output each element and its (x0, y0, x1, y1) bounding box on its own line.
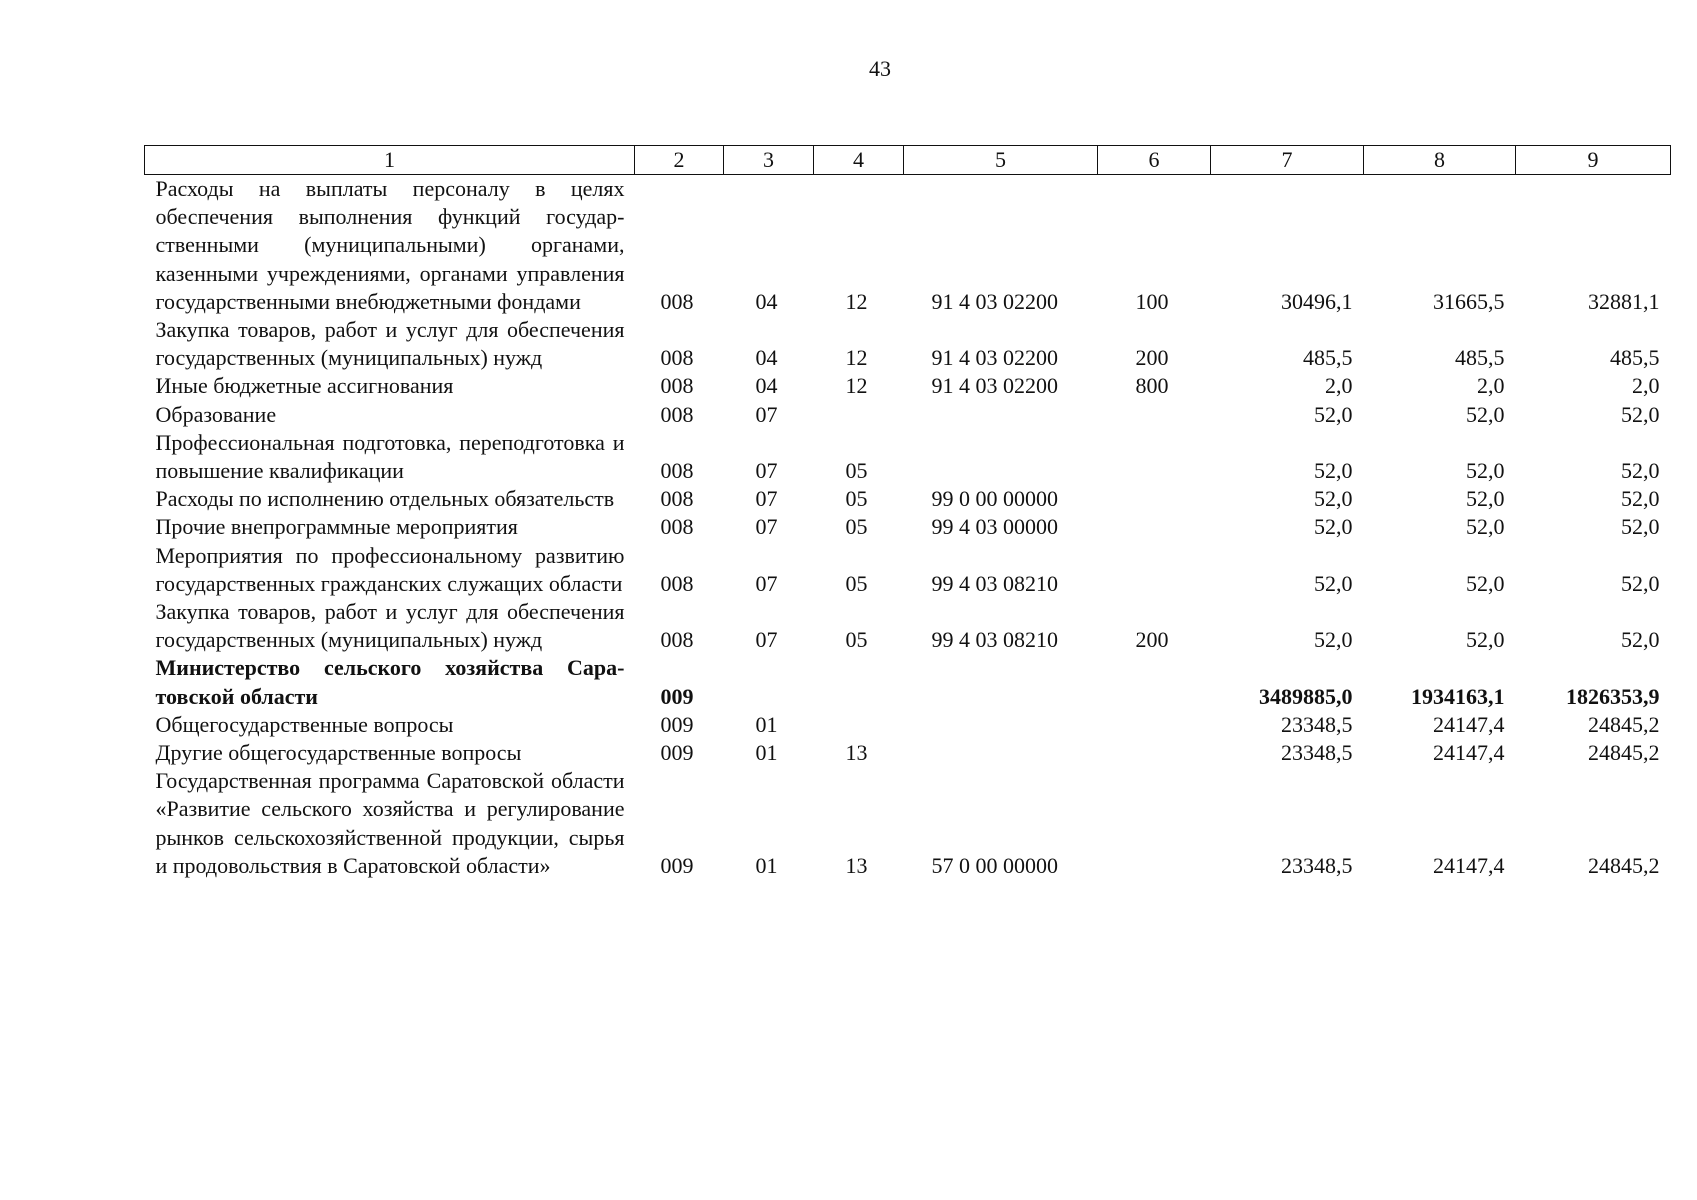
row-amount-3-cell: 52,0 (1621, 514, 1660, 540)
row-code-cell: 009 (660, 852, 694, 878)
row-target-cell (904, 711, 1098, 739)
col-header-7: 7 (1211, 146, 1364, 175)
row-amount-3-cell: 485,5 (1610, 345, 1660, 371)
table-row (145, 542, 1671, 598)
row-target-cell: 99 0 00 00000 (931, 486, 1058, 512)
table-row (145, 739, 1671, 767)
row-amount-1-cell: 23348,5 (1281, 852, 1353, 878)
row-code-cell: 009 (660, 711, 694, 737)
row-target-cell (904, 429, 1098, 485)
row-expense-type-cell (1098, 739, 1211, 767)
row-expense-type-cell: 200 (1135, 627, 1169, 653)
row-amount-1-cell: 485,5 (1303, 345, 1353, 371)
row-amount-1-cell: 52,0 (1314, 486, 1353, 512)
row-section-cell: 07 (755, 401, 778, 427)
row-amount-1-cell: 2,0 (1325, 373, 1353, 399)
table-row (145, 175, 1671, 317)
row-amount-2-cell: 52,0 (1466, 570, 1505, 596)
row-amount-2-cell: 1934163,1 (1411, 683, 1505, 709)
row-name-cell: Закупка товаров, работ и услуг для обеспечения государственных (муниципальных) нужд (155, 599, 625, 653)
row-subsection-cell: 05 (845, 486, 868, 512)
row-section-cell: 04 (755, 288, 778, 314)
row-expense-type-cell: 200 (1135, 345, 1169, 371)
row-subsection-cell: 13 (845, 852, 868, 878)
col-header-5: 5 (904, 146, 1098, 175)
row-expense-type-cell (1098, 767, 1211, 880)
row-expense-type-cell: 100 (1135, 288, 1169, 314)
row-expense-type-cell (1098, 654, 1211, 710)
row-amount-3-cell: 24845,2 (1588, 740, 1660, 766)
row-target-cell: 57 0 00 00000 (931, 852, 1058, 878)
row-subsection-cell (814, 711, 904, 739)
table-row (145, 372, 1671, 400)
row-code-cell: 008 (660, 373, 694, 399)
row-code-cell: 008 (660, 514, 694, 540)
row-amount-1-cell: 52,0 (1314, 514, 1353, 540)
row-amount-3-cell: 24845,2 (1588, 852, 1660, 878)
row-code-cell: 008 (660, 345, 694, 371)
row-amount-3-cell: 52,0 (1621, 486, 1660, 512)
row-expense-type-cell (1098, 485, 1211, 513)
table-row (145, 485, 1671, 513)
row-target-cell: 99 4 03 08210 (931, 570, 1058, 596)
table-header-row (145, 146, 1671, 175)
row-code-cell: 008 (660, 570, 694, 596)
row-amount-2-cell: 52,0 (1466, 514, 1505, 540)
row-amount-2-cell: 24147,4 (1433, 852, 1505, 878)
row-target-cell: 91 4 03 02200 (931, 345, 1058, 371)
row-amount-3-cell: 2,0 (1632, 373, 1660, 399)
table-row (145, 316, 1671, 372)
row-code-cell: 008 (660, 486, 694, 512)
row-amount-1-cell: 52,0 (1314, 458, 1353, 484)
row-name-cell: Профессиональная подготовка, переподготовка и повышение квалификации (155, 429, 625, 484)
budget-table (144, 145, 1671, 880)
row-section-cell: 04 (755, 345, 778, 371)
row-name-cell: Другие общегосударственные вопросы (155, 740, 522, 766)
col-header-4: 4 (814, 146, 904, 175)
row-target-cell: 91 4 03 02200 (931, 288, 1058, 314)
row-target-cell: 99 4 03 08210 (931, 627, 1058, 653)
row-amount-2-cell: 52,0 (1466, 486, 1505, 512)
row-subsection-cell: 05 (845, 570, 868, 596)
row-expense-type-cell (1098, 542, 1211, 598)
row-code-cell: 008 (660, 458, 694, 484)
row-subsection-cell: 13 (845, 740, 868, 766)
row-amount-2-cell: 24147,4 (1433, 711, 1505, 737)
row-expense-type-cell (1098, 513, 1211, 541)
row-amount-3-cell: 52,0 (1621, 627, 1660, 653)
row-name-cell: Расходы на выплаты персоналу в целях обеспечения выполнения функций государственными (муниципальными) органами, казенными учреждениями, органами управления государственными внебюджетными фондами (155, 176, 625, 314)
row-section-cell: 07 (755, 570, 778, 596)
col-header-1: 1 (145, 146, 635, 175)
row-expense-type-cell (1098, 429, 1211, 485)
row-amount-2-cell: 52,0 (1466, 401, 1505, 427)
table-row (145, 598, 1671, 654)
table-row (145, 711, 1671, 739)
row-subsection-cell: 05 (845, 627, 868, 653)
row-name-cell: Государственная программа Саратовской области «Развитие сельского хозяйства и регулирование рынков сельскохозяйственной продукции, сырья и продовольствия в Саратовской области» (155, 768, 625, 878)
row-name-cell: Расходы по исполнению отдельных обязательств (155, 486, 615, 512)
row-section-cell: 07 (755, 458, 778, 484)
row-amount-1-cell: 52,0 (1314, 401, 1353, 427)
row-amount-3-cell: 52,0 (1621, 458, 1660, 484)
row-amount-2-cell: 24147,4 (1433, 740, 1505, 766)
row-subsection-cell: 12 (845, 373, 868, 399)
page-number: 43 (869, 56, 891, 81)
col-header-2: 2 (635, 146, 724, 175)
row-amount-3-cell: 32881,1 (1588, 288, 1660, 314)
table-row (145, 401, 1671, 429)
row-section-cell: 07 (755, 627, 778, 653)
row-amount-2-cell: 31665,5 (1433, 288, 1505, 314)
row-subsection-cell: 12 (845, 345, 868, 371)
row-name-cell: Прочие внепрограммные мероприятия (155, 514, 518, 540)
row-section-cell: 01 (755, 711, 778, 737)
row-amount-2-cell: 485,5 (1455, 345, 1505, 371)
col-header-9: 9 (1516, 146, 1671, 175)
row-section-cell: 01 (755, 740, 778, 766)
table-row (145, 513, 1671, 541)
table-row (145, 654, 1671, 710)
row-subsection-cell (814, 401, 904, 429)
row-amount-1-cell: 52,0 (1314, 627, 1353, 653)
row-expense-type-cell (1098, 711, 1211, 739)
row-subsection-cell: 12 (845, 288, 868, 314)
row-target-cell: 91 4 03 02200 (931, 373, 1058, 399)
col-header-3: 3 (724, 146, 814, 175)
row-section-cell: 04 (755, 373, 778, 399)
row-amount-1-cell: 30496,1 (1281, 288, 1353, 314)
row-amount-1-cell: 3489885,0 (1259, 683, 1353, 709)
row-target-cell: 99 4 03 00000 (931, 514, 1058, 540)
table-row (145, 767, 1671, 880)
row-code-cell: 009 (660, 740, 694, 766)
row-target-cell (904, 654, 1098, 710)
row-subsection-cell: 05 (845, 514, 868, 540)
row-amount-3-cell: 52,0 (1621, 401, 1660, 427)
table-row (145, 429, 1671, 485)
row-name-cell: Образование (155, 401, 277, 427)
row-subsection-cell: 05 (845, 458, 868, 484)
row-amount-3-cell: 52,0 (1621, 570, 1660, 596)
row-expense-type-cell (1098, 401, 1211, 429)
row-amount-3-cell: 24845,2 (1588, 711, 1660, 737)
row-name-cell: Министерство сельского хозяйства Саратовской области (155, 655, 625, 709)
row-section-cell: 01 (755, 852, 778, 878)
row-code-cell: 008 (660, 401, 694, 427)
row-amount-2-cell: 2,0 (1477, 373, 1505, 399)
row-expense-type-cell: 800 (1135, 373, 1169, 399)
row-target-cell (904, 401, 1098, 429)
row-section-cell: 07 (755, 514, 778, 540)
row-subsection-cell (814, 654, 904, 710)
row-name-cell: Закупка товаров, работ и услуг для обеспечения государственных (муниципальных) нужд (155, 317, 625, 371)
row-amount-1-cell: 52,0 (1314, 570, 1353, 596)
row-amount-3-cell: 1826353,9 (1566, 683, 1660, 709)
row-name-cell: Иные бюджетные ассигнования (155, 373, 454, 399)
row-code-cell: 009 (660, 683, 694, 709)
table-body (145, 175, 1671, 881)
row-target-cell (904, 739, 1098, 767)
row-name-cell: Общегосударственные вопросы (155, 711, 454, 737)
col-header-6: 6 (1098, 146, 1211, 175)
row-name-cell: Мероприятия по профессиональному развитию государственных гражданских служащих области (155, 542, 625, 596)
row-amount-2-cell: 52,0 (1466, 458, 1505, 484)
row-code-cell: 008 (660, 288, 694, 314)
col-header-8: 8 (1364, 146, 1516, 175)
row-section-cell: 07 (755, 486, 778, 512)
row-code-cell: 008 (660, 627, 694, 653)
row-amount-1-cell: 23348,5 (1281, 711, 1353, 737)
row-amount-1-cell: 23348,5 (1281, 740, 1353, 766)
row-section-cell (724, 654, 814, 710)
row-amount-2-cell: 52,0 (1466, 627, 1505, 653)
